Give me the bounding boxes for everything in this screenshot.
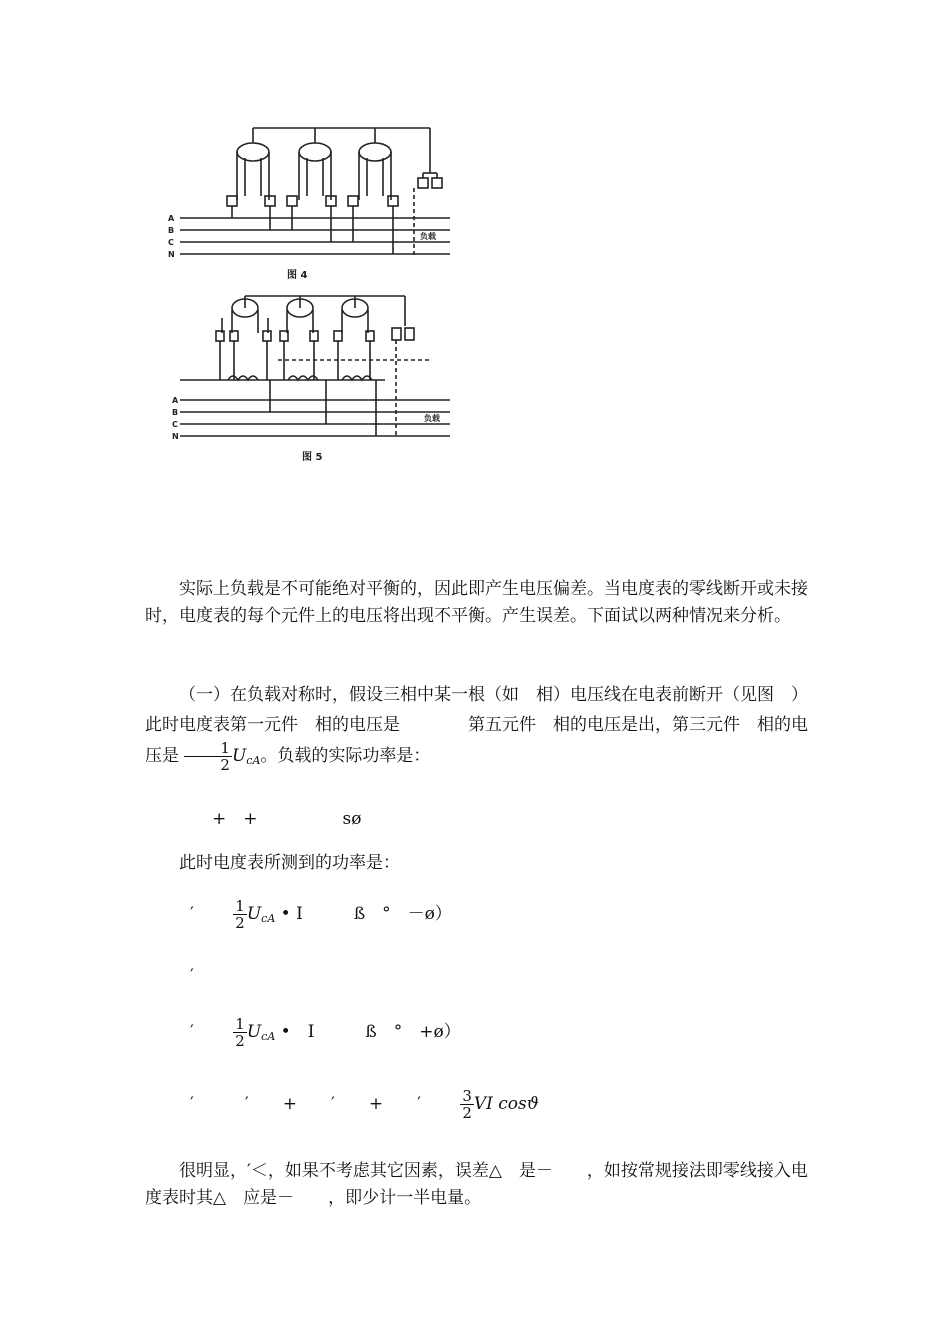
phase-label-c: C — [172, 420, 178, 429]
paragraph-measured-intro: 此时电度表所测到的功率是： — [179, 853, 400, 873]
phase-label-c: C — [168, 238, 174, 247]
phase-label-a: A — [168, 214, 175, 223]
phase-label-n: N — [168, 250, 175, 259]
phase-label-b: B — [168, 226, 175, 235]
figure-4-diagram — [150, 118, 470, 293]
formula-element-three: ′ $\frac{1}{2}$ $U_{cA}$ • I ß ° +ø） — [190, 1015, 461, 1050]
formula-element-one: ′ $\frac{1}{2}$ $U_{cA}$ • I ß ° －ø） — [190, 897, 452, 932]
fraction-half: $\frac{1}{2}$ — [235, 1015, 245, 1050]
figure-5-diagram — [150, 288, 470, 473]
fraction-half: $\frac{1}{2}$ — [235, 897, 245, 932]
phase-label-n: N — [172, 432, 179, 441]
load-label: 负载 — [424, 414, 440, 423]
formula-total-measured: ′ ′ + ′ + ′ $\frac{3}{2}$ VI cosϑ — [190, 1087, 539, 1122]
paragraph-conclusion: 很明显，′＜，如果不考虑其它因素，误差△ 是－ ，如按常规接法即零线接入电度表时其△ 应是－ ，即少计一半电量。 — [145, 1161, 808, 1208]
fraction-half: $\frac{1}{2}$ — [184, 740, 232, 773]
circuit-figure-4 — [150, 118, 470, 293]
fraction-three-halves: $\frac{3}{2}$ — [462, 1087, 472, 1122]
figure-4-caption: 图 4 — [287, 270, 308, 281]
voltage-subscript: cA — [246, 754, 261, 767]
load-label: 负载 — [420, 232, 436, 241]
circuit-figure-5 — [150, 288, 470, 473]
formula-element-two: ′ — [190, 966, 194, 986]
formula-actual-power: + + sø — [212, 809, 362, 829]
voltage-symbol: U — [231, 746, 247, 766]
paragraph-case-one-text: （一）在负载对称时，假设三相中某一根（如 相）电压线在电表前断开（见图 ）此时电度表第一元件 相的电压是 第五元件 相的电压是出，第三元件 相的电压是 — [145, 685, 808, 766]
phase-label-a: A — [172, 396, 179, 405]
phase-label-b: B — [172, 408, 179, 417]
paragraph-case-one — [145, 680, 810, 776]
paragraph-intro: 实际上负载是不可能绝对平衡的，因此即产生电压偏差。当电度表的零线断开或未接时，电度表的每个元件上的电压将出现不平衡。产生误差。下面试以两种情况来分析。 — [145, 579, 808, 626]
paragraph-case-one-tail: 。负载的实际功率是： — [260, 746, 431, 766]
figure-5-caption: 图 5 — [302, 452, 323, 463]
